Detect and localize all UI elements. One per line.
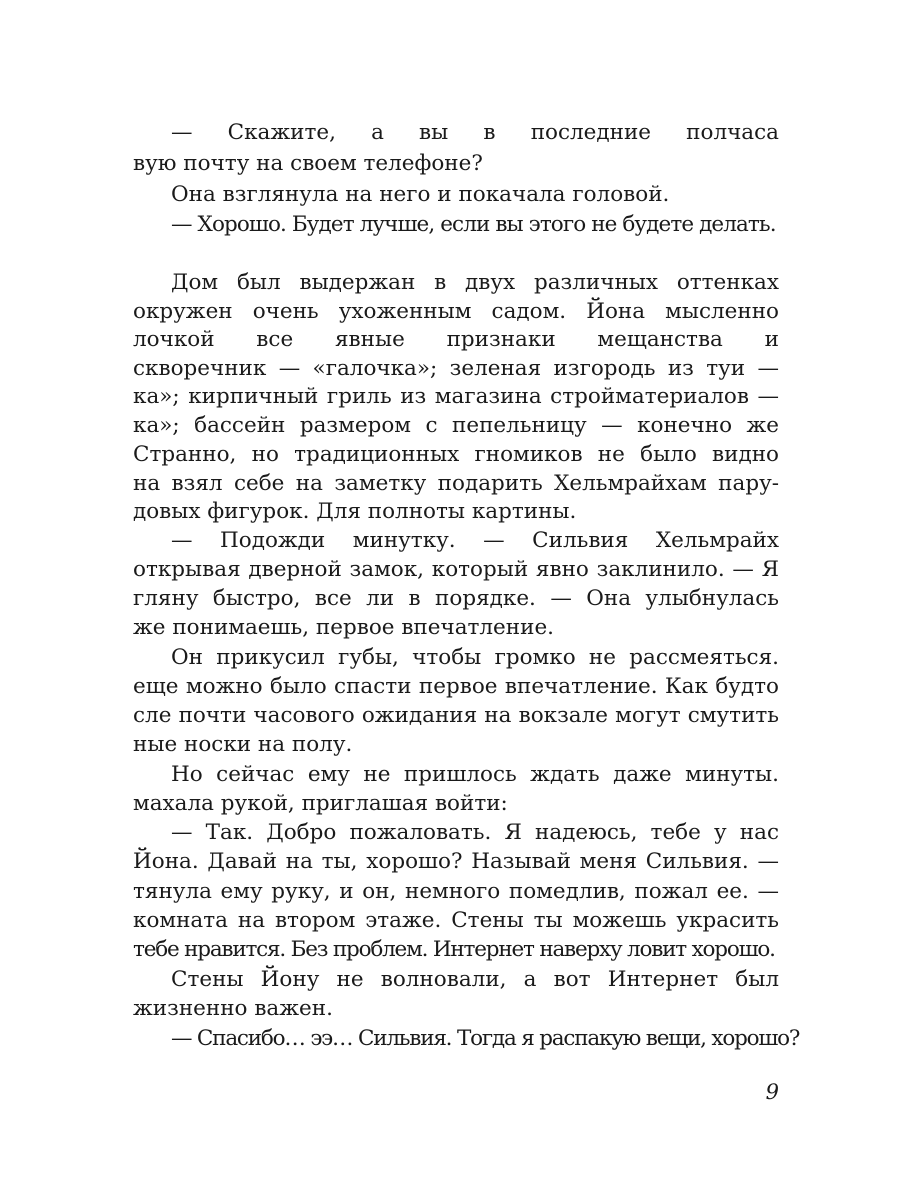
text-line: окружен очень ухоженным садом. Йона мысленно <box>133 299 779 324</box>
text-line: Стены Йону не волновали, а вот Интернет был <box>171 967 779 992</box>
text-line: лочкой все явные признаки мещанства и <box>133 327 779 352</box>
text-line: Но сейчас ему не пришлось ждать даже минуты. <box>171 762 779 787</box>
text-line: открывая дверной замок, который явно заклинило. — Я <box>133 557 779 582</box>
text-line: — Так. Добро пожаловать. Я надеюсь, тебе у нас <box>171 820 779 845</box>
text-line: ные носки на полу. <box>133 732 353 757</box>
text-line: на взял себе на заметку подарить Хельмрайхам пару- <box>133 471 779 496</box>
text-line: тянула ему руку, и он, немного помедлив, пожал ее. — <box>133 879 779 904</box>
text-line: Дом был выдержан в двух различных оттенках <box>171 270 779 295</box>
text-line: ка»; бассейн размером с пепельницу — конечно же <box>133 413 779 438</box>
text-line: же понимаешь, первое впечатление. <box>133 615 555 640</box>
text-line: Она взглянула на него и покачала головой. <box>171 182 670 207</box>
text-line: Йона. Давай на ты, хорошо? Называй меня Сильвия. — <box>133 849 779 874</box>
text-line: махала рукой, приглашая войти: <box>133 791 508 816</box>
text-line: Странно, но традиционных гномиков не было видно <box>133 442 779 467</box>
text-line: еще можно было спасти первое впечатление. Как будто <box>133 674 779 699</box>
text-line: гляну быстро, все ли в порядке. — Она улыбнулась <box>133 586 779 611</box>
page-number: 9 <box>765 1080 779 1104</box>
text-line: жизненно важен. <box>133 996 333 1021</box>
text-line: — Хорошо. Будет лучше, если вы этого не будете делать. <box>171 212 776 237</box>
text-line: — Скажите, а вы в последние полчаса <box>171 120 779 145</box>
text-line: комната на втором этаже. Стены ты можешь украсить <box>133 908 779 933</box>
text-line: тебе нравится. Без проблем. Интернет наверху ловит хорошо. <box>133 937 775 962</box>
text-line: Он прикусил губы, чтобы громко не рассмеяться. <box>171 645 779 670</box>
text-line: — Подожди минутку. — Сильвия Хельмрайх <box>171 528 779 553</box>
text-line: скворечник — «галочка»; зеленая изгородь из туи — <box>133 356 779 381</box>
text-line: вую почту на своем телефоне? <box>133 151 483 176</box>
text-line: сле почти часового ожидания на вокзале могут смутить <box>133 703 779 728</box>
text-line: довых фигурок. Для полноты картины. <box>133 499 577 524</box>
text-line: — Спасибо… ээ… Сильвия. Тогда я распакую вещи, хорошо? <box>171 1026 800 1051</box>
text-line: ка»; кирпичный гриль из магазина стройматериалов — <box>133 384 779 409</box>
